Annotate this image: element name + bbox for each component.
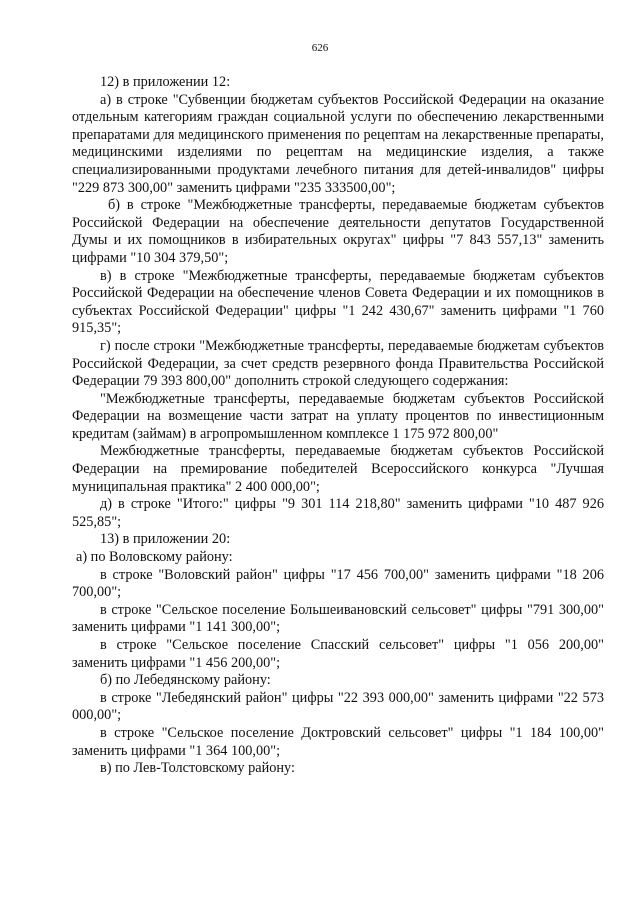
paragraph-volovo-district: в строке "Воловский район" цифры "17 456 700,00" заменить цифрами "18 206 700,00"; xyxy=(72,566,604,601)
paragraph-item-13: 13) в приложении 20: xyxy=(100,531,231,548)
paragraph-lev-tolstoy-heading: в) по Лев-Толстовскому району: xyxy=(100,760,295,777)
paragraph-subitem-a: а) в строке "Субвенции бюджетам субъектов Российской Федерации на оказание отдельным категориям граждан социальной услуги по обеспечению лекарственными препаратами для медицинского применения по рецептам на лекарственные препараты, медицинскими изделиями по рецептам на медицинские изделия, а также специализированными продуктами лечебного питания для детей-инвалидов" цифры "229 873 300,00" заменить цифрами "235 333500,00"; xyxy=(72,91,604,196)
paragraph-subitem-v: в) в строке "Межбюджетные трансферты, передаваемые бюджетам субъектов Российской Федерации на обеспечение членов Совета Федерации и их помощников в субъектах Российской Федерации" цифры "1 242 430,67" заменить цифрами "1 760 915,35"; xyxy=(72,267,604,337)
paragraph-lebedyan-heading: б) по Лебедянскому району: xyxy=(100,672,271,689)
paragraph-item-12: 12) в приложении 12: xyxy=(100,74,231,90)
paragraph-doktorovsky: в строке "Сельское поселение Доктровский сельсовет" цифры "1 184 100,00" заменить цифрами "1 364 100,00"; xyxy=(72,724,604,759)
paragraph-volovo-heading: а) по Воловскому району: xyxy=(76,549,233,566)
paragraph-lebedyan-district: в строке "Лебедянский район" цифры "22 393 000,00" заменить цифрами "22 573 000,00"; xyxy=(72,689,604,724)
page-number: 626 xyxy=(311,42,329,54)
paragraph-subitem-b: б) в строке "Межбюджетные трансферты, передаваемые бюджетам субъектов Российской Федерации на обеспечение деятельности депутатов Государственной Думы и их помощников в избирательных округах" цифры "7 843 557,13" заменить цифрами "10 304 379,50"; xyxy=(72,197,604,266)
paragraph-subitem-g: г) после строки "Межбюджетные трансферты, передаваемые бюджетам субъектов Российской Федерации, за счет средств резервного фонда Правительства Российской Федерации 79 393 800,00" дополнить строкой следующего содержания: xyxy=(72,337,604,390)
paragraph-new-line-2: Межбюджетные трансферты, передаваемые бюджетам субъектов Российской Федерации на премирование победителей Всероссийского конкурса "Лучшая муниципальная практика" 2 400 000,00"; xyxy=(72,443,604,495)
paragraph-new-line-1: "Межбюджетные трансферты, передаваемые бюджетам субъектов Российской Федерации на возмещение части затрат на уплату процентов по инвестиционным кредитам (займам) в агропромышленном комплексе 1 175 972 800,00" xyxy=(72,390,604,442)
paragraph-bolsheivanovsky: в строке "Сельское поселение Большеивановский сельсовет" цифры "791 300,00" заменить цифрами "1 141 300,00"; xyxy=(72,601,604,636)
document-body xyxy=(72,74,604,778)
paragraph-spassky: в строке "Сельское поселение Спасский сельсовет" цифры "1 056 200,00" заменить цифрами "1 456 200,00"; xyxy=(72,637,604,671)
paragraph-subitem-d: д) в строке "Итого:" цифры "9 301 114 218,80" заменить цифрами "10 487 926 525,85"; xyxy=(72,496,604,530)
